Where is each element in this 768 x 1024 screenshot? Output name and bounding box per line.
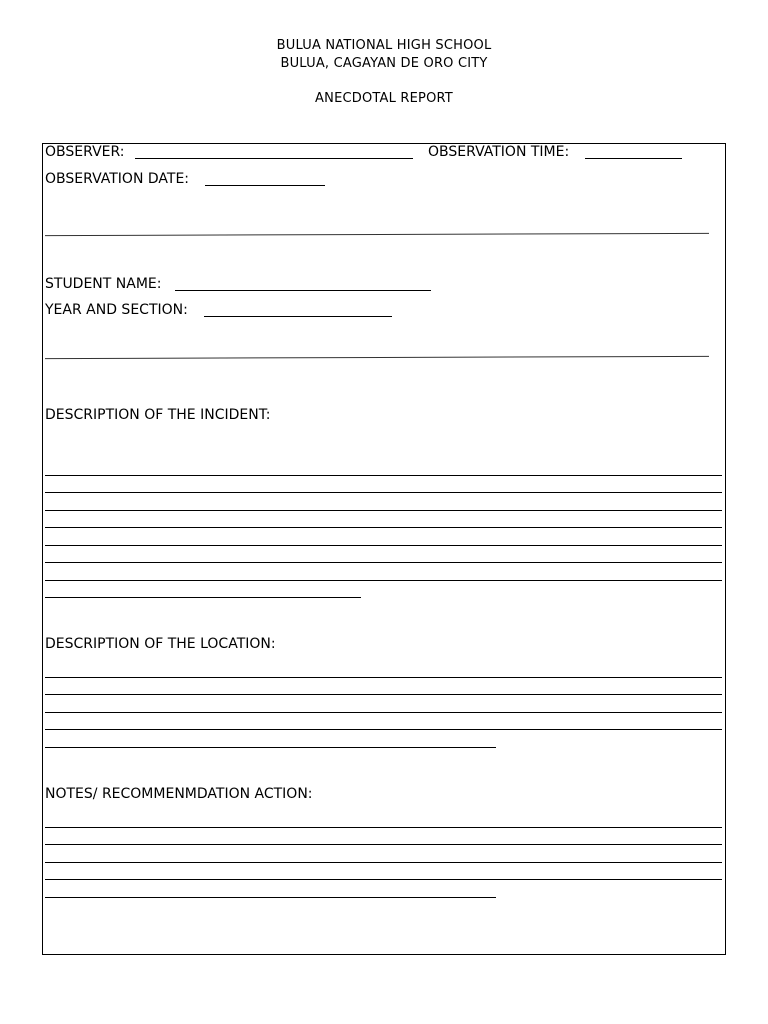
notes-line[interactable] — [45, 827, 722, 828]
notes-line[interactable] — [45, 897, 496, 898]
location-line[interactable] — [45, 729, 722, 730]
year-section-label: YEAR AND SECTION: — [45, 302, 188, 318]
observer-field[interactable] — [135, 158, 413, 159]
incident-line[interactable] — [45, 597, 361, 598]
notes-line[interactable] — [45, 879, 722, 880]
incident-line[interactable] — [45, 510, 722, 511]
location-line[interactable] — [45, 747, 496, 748]
student-name-label: STUDENT NAME: — [45, 276, 162, 292]
observation-date-field[interactable] — [205, 185, 325, 186]
location-label: DESCRIPTION OF THE LOCATION: — [45, 636, 276, 652]
notes-line[interactable] — [45, 862, 722, 863]
incident-line[interactable] — [45, 562, 722, 563]
observation-time-label: OBSERVATION TIME: — [428, 144, 570, 160]
observation-date-label: OBSERVATION DATE: — [45, 171, 190, 187]
year-section-field[interactable] — [204, 316, 392, 317]
incident-label: DESCRIPTION OF THE INCIDENT: — [45, 407, 271, 423]
incident-line[interactable] — [45, 492, 722, 493]
incident-line[interactable] — [45, 527, 722, 528]
notes-line[interactable] — [45, 844, 722, 845]
incident-line[interactable] — [45, 475, 722, 476]
location-line[interactable] — [45, 712, 722, 713]
school-address: BULUA, CAGAYAN DE ORO CITY — [280, 56, 488, 71]
location-line[interactable] — [45, 694, 722, 695]
report-title: ANECDOTAL REPORT — [315, 91, 453, 106]
report-form — [42, 143, 726, 955]
student-name-field[interactable] — [175, 290, 431, 291]
location-line[interactable] — [45, 677, 722, 678]
notes-label: NOTES/ RECOMMENMDATION ACTION: — [45, 786, 313, 802]
incident-line[interactable] — [45, 545, 722, 546]
observation-time-field[interactable] — [585, 158, 682, 159]
incident-line[interactable] — [45, 580, 722, 581]
school-name: BULUA NATIONAL HIGH SCHOOL — [276, 38, 492, 53]
observer-label: OBSERVER: — [45, 144, 125, 160]
